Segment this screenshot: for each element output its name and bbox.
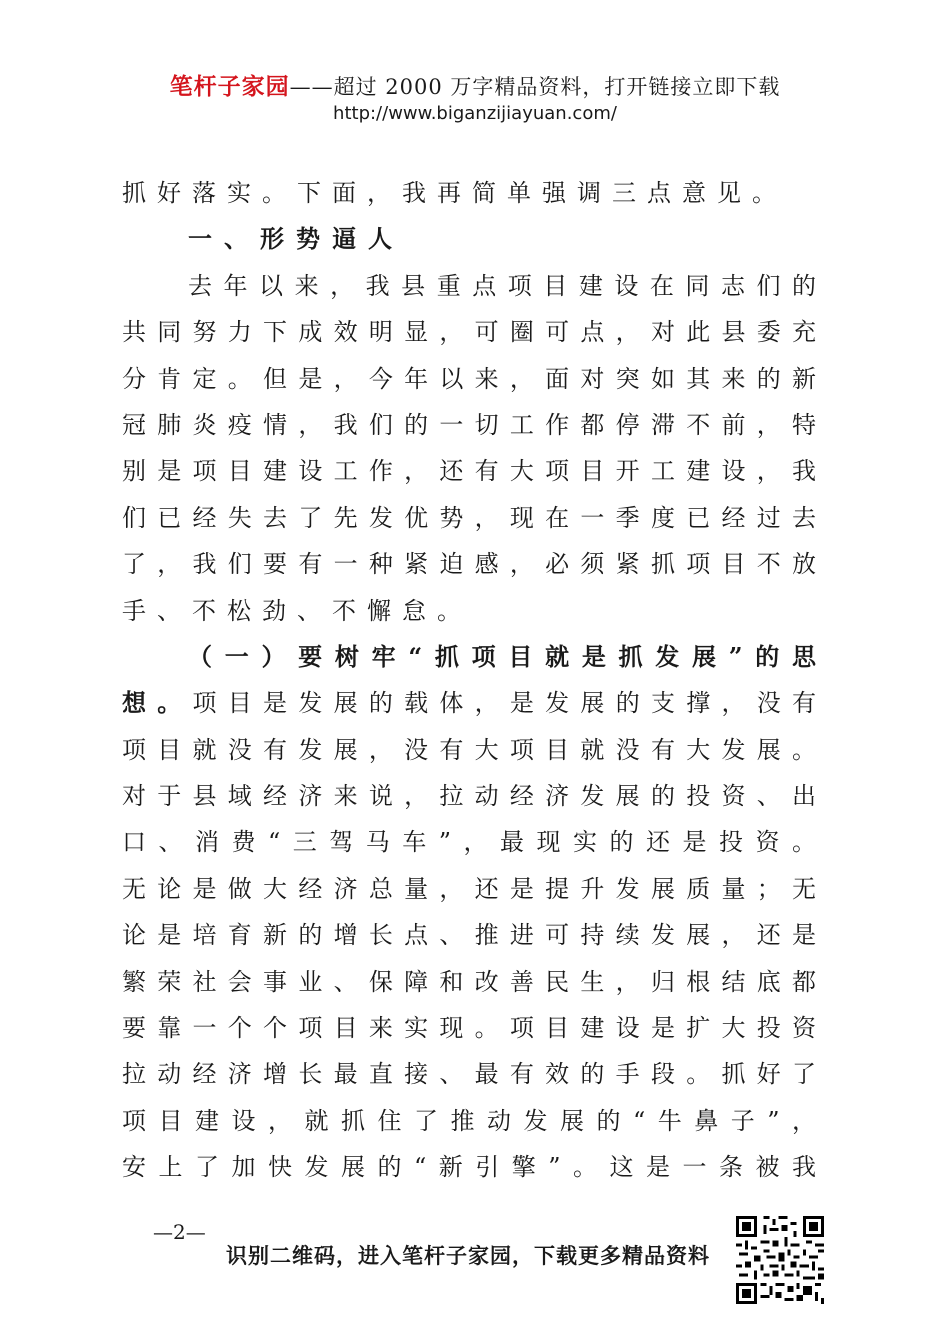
subsection-heading: （一）要树牢“抓项目就是抓发展”的思 — [188, 641, 816, 671]
text-line: 论是培育新的增长点、推进可持续发展，还是 — [122, 921, 816, 950]
text-line: 共同努力下成效明显，可圈可点，对此县委充 — [122, 318, 816, 347]
document-body — [122, 170, 816, 1191]
header-tagline-line — [0, 74, 950, 100]
text-line: 繁荣社会事业、保障和改善民生，归根结底都 — [122, 967, 816, 996]
page-header — [0, 74, 950, 126]
text-line: 们已经失去了先发优势，现在一季度已经过去 — [122, 503, 816, 532]
section-heading: 一、形势逼人 — [188, 224, 404, 254]
text-span: 项目是发展的载体，是发展的支撑，没有 — [192, 689, 816, 718]
text-line: 冠肺炎疫情，我们的一切工作都停滞不前，特 — [122, 410, 816, 439]
text-line: 别是项目建设工作，还有大项目开工建设，我 — [122, 457, 816, 486]
text-line: 抓好落实。下面，我再简单强调三点意见。 — [122, 179, 787, 207]
text-line: 要靠一个个项目来实现。项目建设是扩大投资 — [122, 1014, 816, 1043]
brand-name[interactable]: 笔杆子家园 — [169, 73, 290, 100]
text-line: 无论是做大经济总量，还是提升发展质量；无 — [122, 874, 816, 903]
text-line: 拉动经济增长最直接、最有效的手段。抓好了 — [122, 1060, 816, 1089]
header-tagline: ——超过 2000 万字精品资料，打开链接立即下载 — [289, 75, 781, 99]
text-line — [122, 680, 816, 726]
text-line: 手、不松劲、不懈怠。 — [122, 596, 472, 625]
page-number: —2— — [153, 1220, 206, 1244]
text-line: 分肯定。但是，今年以来，面对突如其来的新 — [122, 364, 816, 393]
text-line: 去年以来，我县重点项目建设在同志们的 — [188, 271, 816, 300]
text-line: 对于县域经济来说，拉动经济发展的投资、出 — [122, 782, 816, 811]
text-line: 项目就没有发展，没有大项目就没有大发展。 — [122, 735, 816, 764]
text-line: 项目建设，就抓住了推动发展的“牛鼻子”， — [122, 1106, 816, 1135]
footer-promo-text: 识别二维码，进入笔杆子家园，下载更多精品资料 — [226, 1243, 710, 1268]
text-line: 口、消费“三驾马车”，最现实的还是投资。 — [122, 828, 816, 857]
qr-code-icon[interactable] — [736, 1216, 824, 1304]
text-line: 安上了加快发展的“新引擎”。这是一条被我 — [122, 1153, 816, 1182]
header-url[interactable]: http://www.biganzijiayuan.com/ — [333, 103, 617, 124]
subsection-heading-end: 想。 — [122, 688, 193, 718]
text-line: 了，我们要有一种紧迫感，必须紧抓项目不放 — [122, 550, 816, 579]
